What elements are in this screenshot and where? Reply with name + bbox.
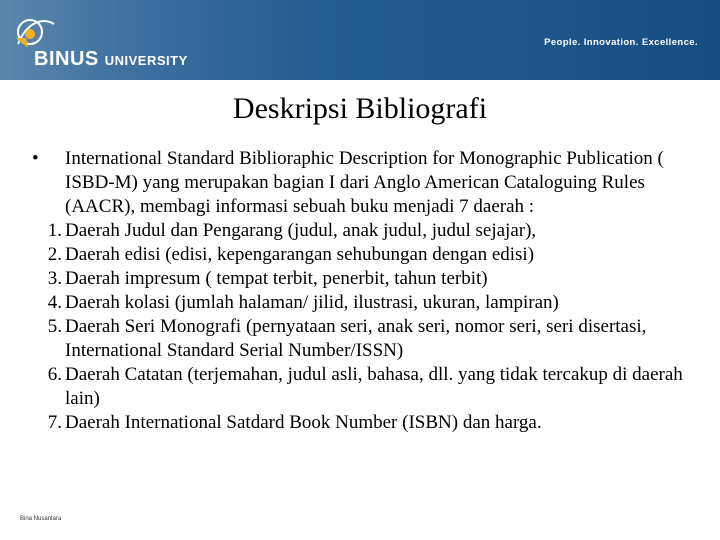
slide-body [30, 147, 710, 435]
list-item-number: 7. [47, 412, 62, 433]
footer-text: Bina Nusantara [20, 516, 62, 522]
list-item [30, 291, 710, 315]
header-tagline: People. Innovation. Excellence. [544, 37, 698, 48]
list-item-number: 4. [47, 292, 62, 313]
bullet-icon: • [32, 148, 39, 169]
list-item-text: Daerah impresum ( tempat terbit, penerbit, tahun terbit) [65, 268, 488, 289]
brand-suffix: UNIVERSITY [104, 53, 188, 68]
list-item-number: 2. [47, 244, 62, 265]
header-banner [0, 0, 720, 80]
list-item-number: 5. [47, 316, 62, 337]
list-item-text: Daerah edisi (edisi, kepengarangan sehubungan dengan edisi) [65, 244, 535, 265]
list-item-text: Daerah Seri Monografi (pernyataan seri, anak seri, nomor seri, seri disertasi, International Standard Serial Number/ISSN) [65, 316, 647, 361]
list-item-text: Daerah Judul dan Pengarang (judul, anak judul, judul sejajar), [65, 220, 537, 241]
list-item [30, 219, 710, 243]
intro-bullet [30, 147, 710, 219]
list-item-number: 6. [47, 364, 62, 385]
list-item-number: 1. [47, 220, 62, 241]
list-item-text: Daerah Catatan (terjemahan, judul asli, bahasa, dll. yang tidak tercakup di daerah lain) [65, 364, 683, 409]
list-item [30, 243, 710, 267]
brand-name: BINUS [34, 48, 99, 70]
list-item [30, 363, 710, 411]
list-item-text: Daerah International Satdard Book Number (ISBN) dan harga. [65, 412, 542, 433]
list-item-text: Daerah kolasi (jumlah halaman/ jilid, ilustrasi, ukuran, lampiran) [65, 292, 559, 313]
list-item-number: 3. [47, 268, 62, 289]
brand-logotype [34, 48, 188, 71]
slide-title: Deskripsi Bibliografi [232, 92, 488, 125]
list-item [30, 411, 710, 435]
list-item [30, 315, 710, 363]
intro-text: International Standard Biblioraphic Description for Monographic Publication ( ISBD-M) yang merupakan bagian I dari Anglo American Cataloguing Rules (AACR), membagi informasi sebuah buku menjadi 7 daerah : [65, 148, 664, 217]
list-item [30, 267, 710, 291]
